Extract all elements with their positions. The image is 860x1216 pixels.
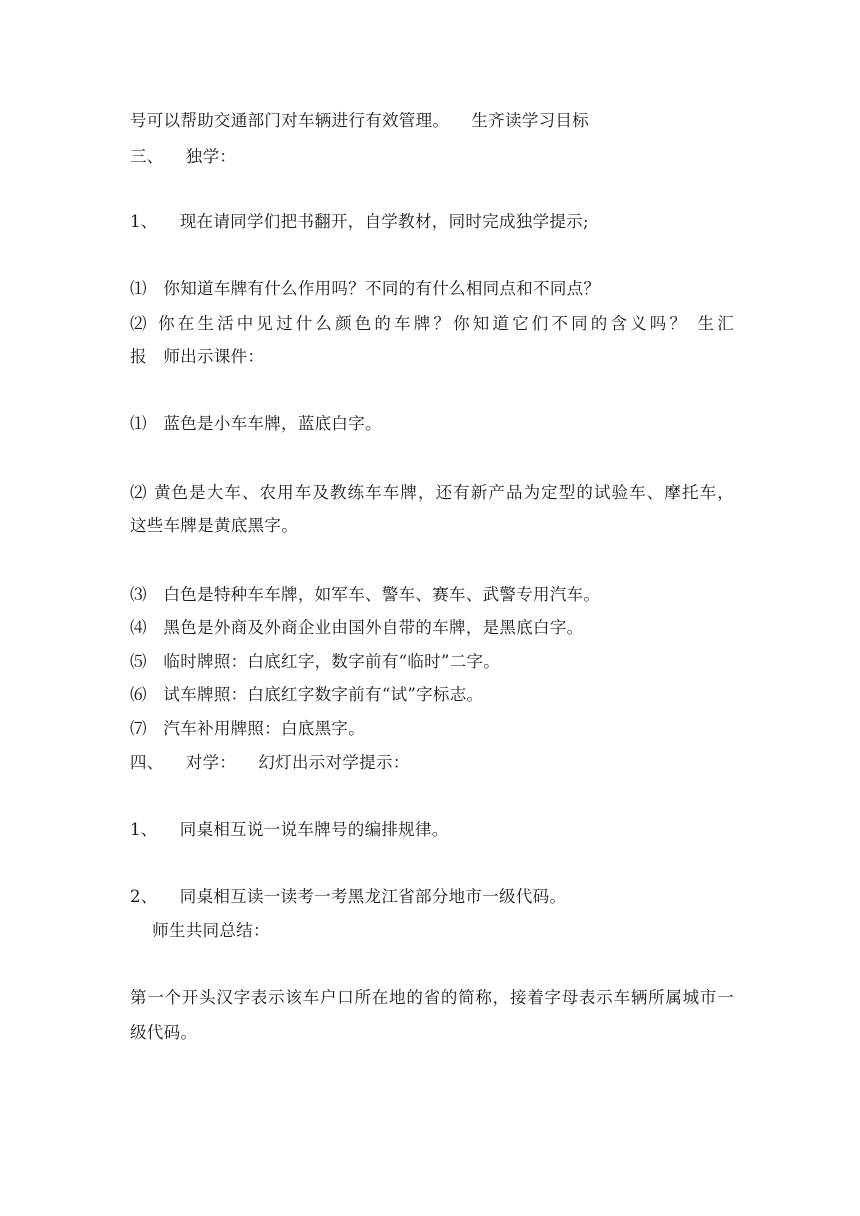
- list-item: 1、 同桌相互说一说车牌号的编排规律。: [130, 820, 449, 839]
- list-item: ⑴ 蓝色是小车车牌，蓝底白字。: [130, 414, 382, 433]
- text-line: 师生共同总结：: [130, 921, 270, 940]
- section-heading: 三、 独学：: [130, 147, 237, 166]
- list-item: ⑸ 临时牌照：白底红字，数字前有“临时”二字。: [130, 652, 501, 671]
- text-line: 级代码。: [130, 1023, 198, 1042]
- list-item: ⑴ 你知道车牌有什么作用吗？不同的有什么相同点和不同点？: [130, 279, 601, 298]
- list-item: 2、 同桌相互读一读考一考黑龙江省部分地市一级代码。: [130, 887, 567, 906]
- list-item: ⑶ 白色是特种车车牌，如军车、警车、赛车、武警专用汽车。: [130, 585, 601, 604]
- text-line: 第一个开头汉字表示该车户口所在地的省的简称，接着字母表示车辆所属城市一: [130, 988, 734, 1007]
- text-line: 号可以帮助交通部门对车辆进行有效管理。 生齐读学习目标: [130, 111, 589, 130]
- list-item: ⑵ 你在生活中见过什么颜色的车牌？你知道它们不同的含义吗？ 生汇: [130, 314, 734, 333]
- list-item: ⑹ 试车牌照：白底红字数字前有“试”字标志。: [130, 685, 484, 704]
- text-line: 报 师出示课件：: [130, 347, 265, 366]
- text-line: 这些车牌是黄底黑字。: [130, 516, 298, 535]
- list-item: ⑺ 汽车补用牌照：白底黑字。: [130, 719, 366, 738]
- section-heading: 四、 对学： 幻灯出示对学提示：: [130, 753, 410, 772]
- list-item: 1、 现在请同学们把书翻开，自学教材，同时完成独学提示;: [130, 212, 589, 231]
- list-item: ⑷ 黑色是外商及外商企业由国外自带的车牌，是黑底白字。: [130, 618, 584, 637]
- list-item: ⑵ 黄色是大车、农用车及教练车车牌，还有新产品为定型的试验车、摩托车，: [130, 483, 734, 502]
